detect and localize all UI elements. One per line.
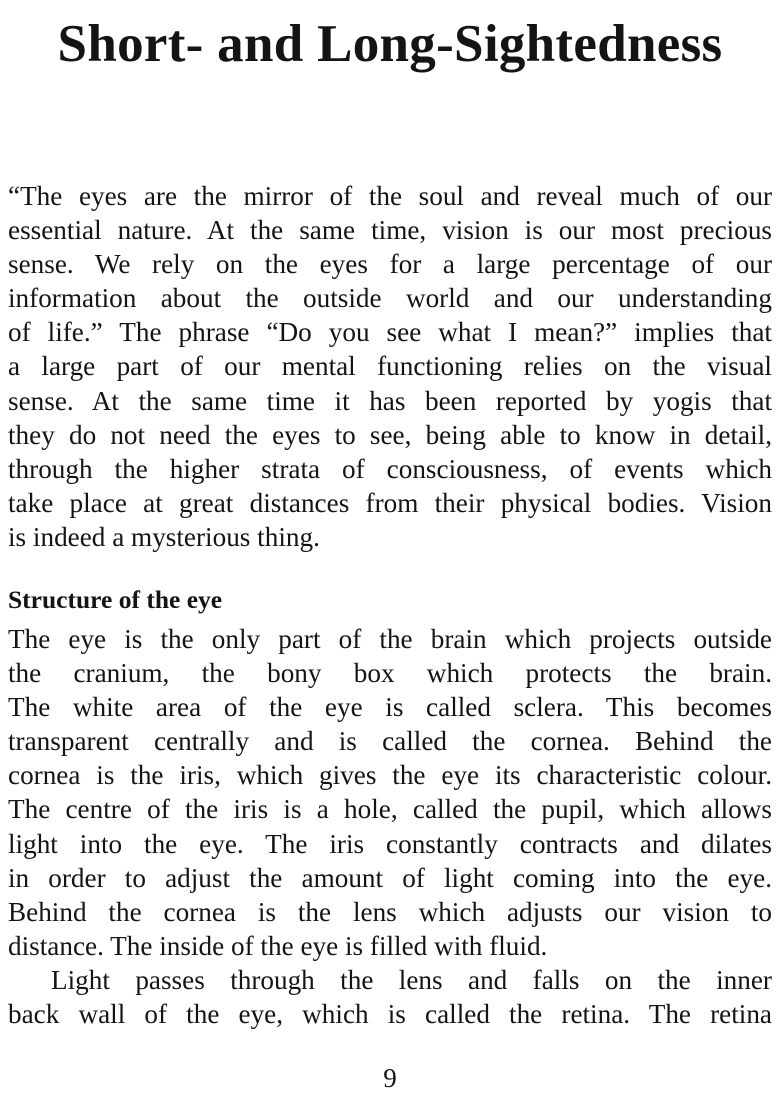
text-line: sense. At the same time it has been reported by yogis that [8, 385, 772, 416]
section-body [8, 622, 772, 1031]
text-line: a large part of our mental functioning relies on the visual [8, 351, 772, 382]
text-line: The centre of the iris is a hole, called the pupil, which allows [8, 794, 772, 825]
text-line: of life.” The phrase “Do you see what I mean?” implies that [8, 317, 772, 348]
text-line: take place at great distances from their physical bodies. Vision [8, 487, 772, 518]
text-line: The white area of the eye is called sclera. This becomes [8, 692, 772, 723]
text-line: is indeed a mysterious thing. [8, 521, 320, 552]
text-line: distance. The inside of the eye is filled with fluid. [8, 930, 548, 961]
section-heading: Structure of the eye [8, 585, 223, 614]
intro-paragraph [8, 179, 772, 554]
text-line: information about the outside world and our understanding [8, 283, 772, 314]
text-line: sense. We rely on the eyes for a large percentage of our [8, 249, 772, 280]
text-line: through the higher strata of consciousness, of events which [8, 453, 772, 484]
text-line: in order to adjust the amount of light coming into the eye. [8, 862, 772, 893]
text-line: The eye is the only part of the brain which projects outside [8, 624, 772, 654]
text-line: “The eyes are the mirror of the soul and reveal much of our [8, 181, 772, 211]
text-line: they do not need the eyes to see, being able to know in detail, [8, 419, 772, 450]
text-line: back wall of the eye, which is called the retina. The retina [8, 999, 772, 1030]
text-line: the cranium, the bony box which protects the brain. [8, 658, 772, 689]
text-line: Light passes through the lens and falls on the inner [51, 964, 772, 995]
text-line: cornea is the iris, which gives the eye its characteristic colour. [8, 760, 772, 791]
text-line: light into the eye. The iris constantly contracts and dilates [8, 828, 772, 859]
text-line: essential nature. At the same time, vision is our most precious [8, 215, 772, 246]
chapter-title: Short- and Long-Sightedness [57, 15, 723, 73]
text-line: Behind the cornea is the lens which adjusts our vision to [8, 896, 772, 927]
page-number: 9 [383, 1063, 397, 1093]
text-line: transparent centrally and is called the cornea. Behind the [8, 726, 772, 757]
